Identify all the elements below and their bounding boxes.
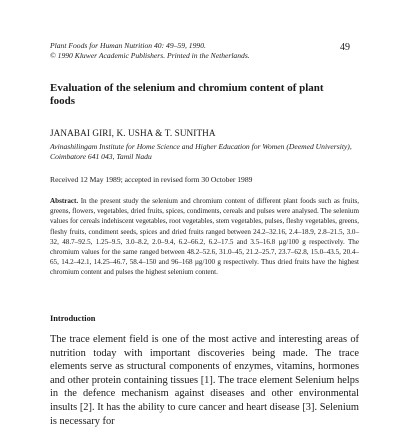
- section-heading-introduction: Introduction: [50, 314, 96, 323]
- author-affiliation: Avinashilingam Institute for Home Science and Higher Education for Women (Deemed University), Coimbatore 641 043, Tamil Nadu: [50, 142, 352, 161]
- introduction-paragraph: The trace element field is one of the most active and interesting areas of nutrition today with important discoveries being made. The trace elements serve as structural components of enzymes, vitamins, hormones and other protein containing tissues [1]. The trace element Selenium helps in the defence mechanism against diseases and other environmental insults [2]. It has the ability to cure cancer and heart disease [3]. Selenium is necessary for: [50, 334, 359, 427]
- abstract-label: Abstract.: [50, 197, 79, 205]
- author-list: JANABAI GIRI, K. USHA & T. SUNITHA: [50, 128, 216, 138]
- copyright-notice: © 1990 Kluwer Academic Publishers. Printed in the Netherlands.: [50, 51, 250, 60]
- received-dates: Received 12 May 1989; accepted in revised form 30 October 1989: [50, 175, 253, 184]
- journal-citation: Plant Foods for Human Nutrition 40: 49–59, 1990.: [50, 41, 206, 50]
- article-title: Evaluation of the selenium and chromium content of plant foods: [50, 82, 324, 107]
- running-header: [50, 41, 250, 61]
- page-number: 49: [340, 42, 350, 53]
- abstract: [50, 196, 359, 278]
- abstract-text: In the present study the selenium and chromium content of different plant foods such as fruits, greens, flowers, vegetables, dried fruits, spices, condiments, cereals and pulses were analysed. The selenium values for cereals indehiscent vegetables, root vegetables, stem vegetables, pulses, fleshy vegetables, greens, fleshy fruits, condiment seeds, spices and dried fruits ranged between 24.2–32.16, 2.4–18.9, 2.8–21.5, 3.0–32, 48.7–92.5, 1.25–9.5, 3.0–8.2, 2.0–9.4, 6.2–66.2, 6.2–17.5 and 3.5–16.8 µg/100 g respectively. The chromium values for the same ranged between 48.2–52.6, 31.0–45, 21.2–25.7, 23.7–62.8, 15.0–43.5, 20.4–65, 14.2–42.1, 14.25–46.7, 58.4–150 and 96–168 µg/100 g respectively. Thus dried fruits have the highest chromium content and pulses the highest selenium content.: [50, 197, 359, 277]
